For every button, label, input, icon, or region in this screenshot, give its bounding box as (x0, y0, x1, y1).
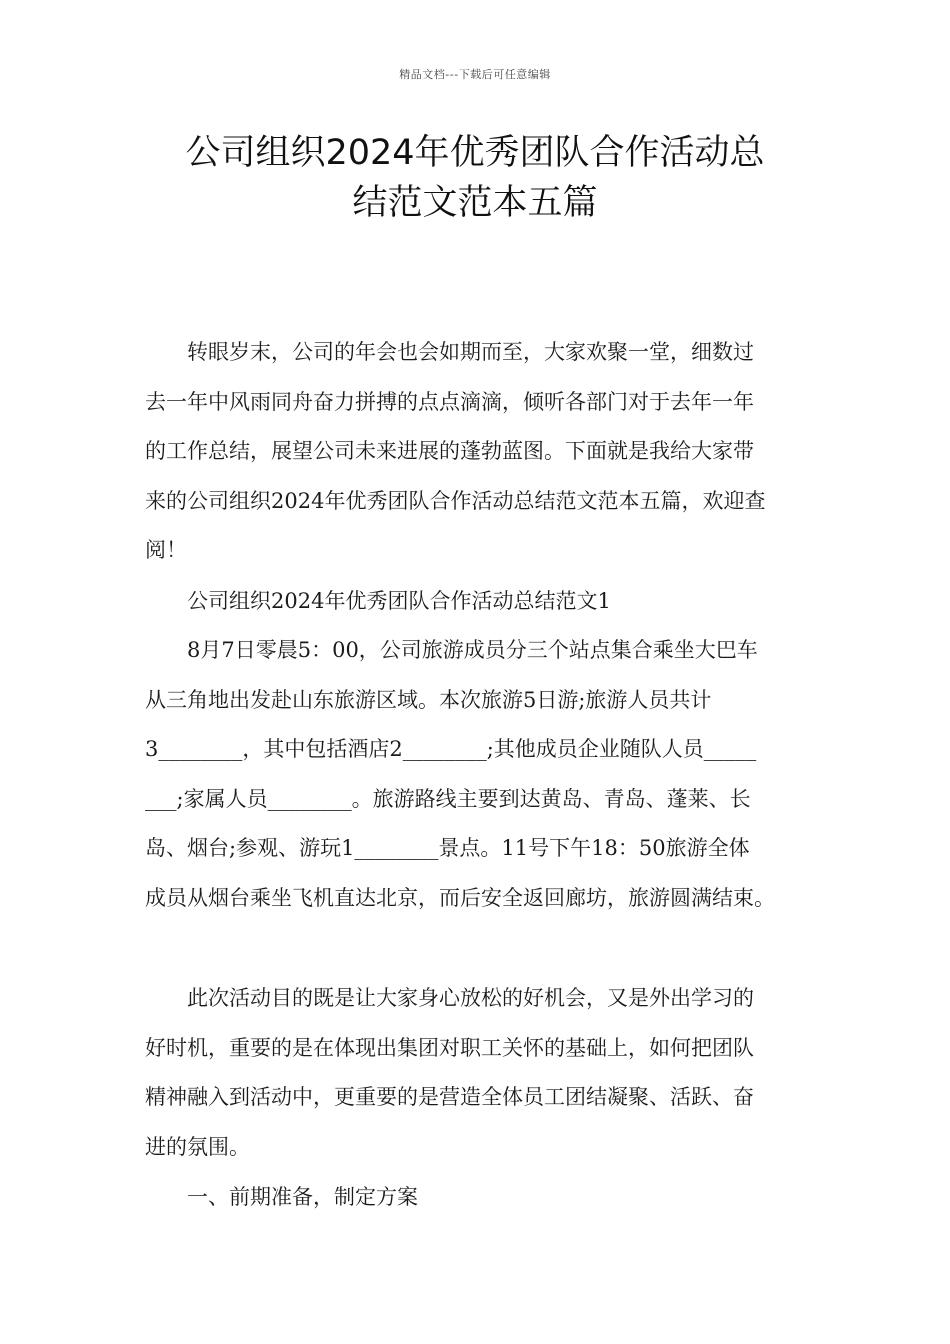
subsection-heading (145, 1173, 810, 1223)
text-line: 8月7日零晨5：00，公司旅游成员分三个站点集合乘坐大巴车 (187, 638, 758, 662)
text-line: 一、前期准备，制定方案 (187, 1185, 418, 1209)
header-note: 精品文档---下载后可任意编辑 (399, 68, 551, 81)
text-line: 成员从烟台乘坐飞机直达北京，而后安全返回廊坊，旅游圆满结束。 (145, 885, 775, 910)
section-heading-1 (145, 577, 810, 627)
text-line: 3________，其中包括酒店2________;其他成员企业随队人员_____ (145, 737, 757, 761)
text-line: 来的公司组织2024年优秀团队合作活动总结范文范本五篇，欢迎查 (145, 488, 766, 513)
text-line: 此次活动目的既是让大家身心放松的好机会，又是外出学习的 (187, 986, 754, 1010)
text-line: 转眼岁末，公司的年会也会如期而至，大家欢聚一堂，细数过 (187, 340, 754, 364)
text-line: ___;家属人员________。旅游路线主要到达黄岛、青岛、蓬莱、长 (145, 786, 751, 811)
title-line-1: 公司组织2024年优秀团队合作活动总 (185, 133, 765, 173)
document-title (150, 128, 800, 228)
text-line: 公司组织2024年优秀团队合作活动总结范文1 (187, 589, 611, 613)
text-line: 去一年中风雨同舟奋力拼搏的点点滴滴，倾听各部门对于去年一年 (145, 389, 754, 414)
text-line: 进的氛围。 (145, 1134, 250, 1159)
text-line: 阅！ (145, 538, 187, 562)
intro-paragraph (145, 328, 810, 576)
text-line: 好时机，重要的是在体现出集团对职工关怀的基础上，如何把团队 (145, 1035, 754, 1060)
title-line-2: 结范文范本五篇 (352, 183, 598, 223)
text-line: 岛、烟台;参观、游玩1________景点。11号下午18：50旅游全体 (145, 836, 750, 860)
trip-paragraph (145, 626, 810, 923)
text-line: 的工作总结，展望公司未来进展的蓬勃蓝图。下面就是我给大家带 (145, 439, 754, 463)
text-line: 精神融入到活动中，更重要的是营造全体员工团结凝聚、活跃、奋 (145, 1085, 754, 1109)
purpose-paragraph (145, 974, 810, 1172)
text-line: 从三角地出发赴山东旅游区域。本次旅游5日游;旅游人员共计 (145, 687, 712, 712)
